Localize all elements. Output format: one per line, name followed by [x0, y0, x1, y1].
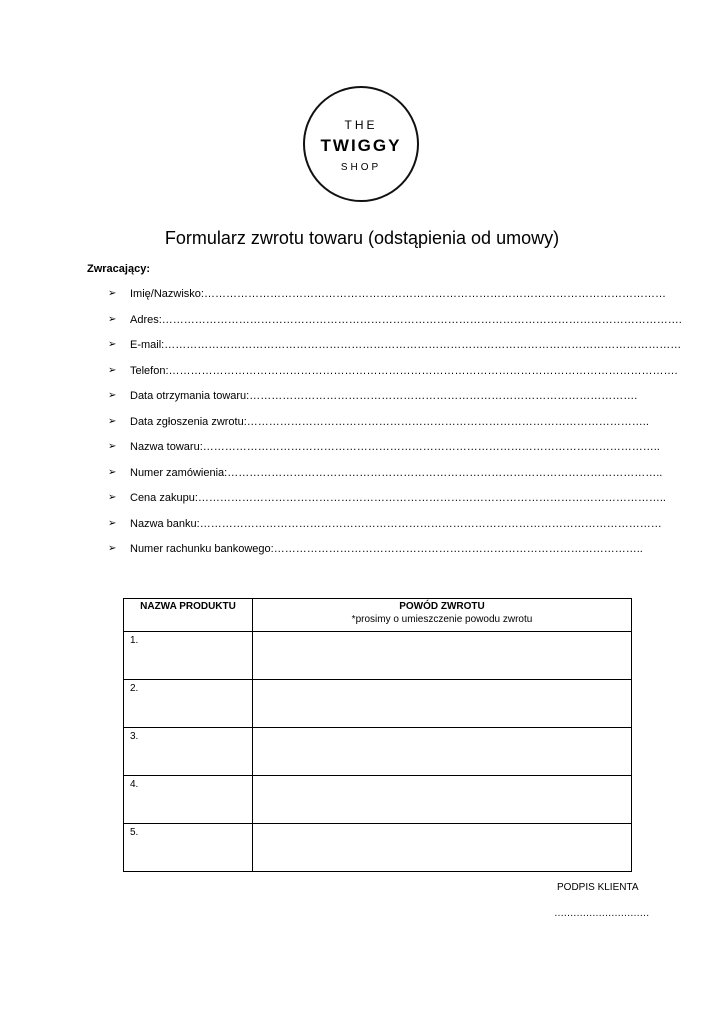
- page-title: Formularz zwrotu towaru (odstąpienia od umowy): [164, 228, 560, 248]
- arrow-bullet-icon: ➢: [108, 313, 117, 325]
- field-label: Nazwa banku:………………………………………………………………………………………………………………: [130, 517, 662, 530]
- arrow-bullet-icon: ➢: [108, 288, 117, 299]
- arrow-bullet-icon: ➢: [108, 543, 117, 554]
- column-header-reason: [253, 599, 632, 632]
- signature-line[interactable]: …………………………: [554, 908, 649, 919]
- column-header-reason-label: POWÓD ZWROTU: [399, 601, 485, 612]
- arrow-bullet-icon: ➢: [108, 466, 117, 478]
- table-row: [124, 632, 632, 680]
- reason-cell[interactable]: [253, 728, 632, 776]
- reason-cell[interactable]: [253, 824, 632, 872]
- field-phone[interactable]: [108, 364, 678, 390]
- column-header-product: [124, 599, 253, 632]
- column-header-product-label: NAZWA PRODUKTU: [140, 601, 236, 612]
- product-cell[interactable]: [124, 824, 253, 872]
- logo-line-the: THE: [344, 118, 378, 132]
- field-name[interactable]: [108, 287, 666, 313]
- arrow-bullet-icon: ➢: [108, 364, 117, 376]
- product-cell[interactable]: [124, 680, 253, 728]
- field-label: Adres:…………………………………………………………………………………………………………………………….: [130, 313, 682, 326]
- twiggy-shop-logo: [303, 86, 419, 202]
- field-label: Numer rachunku bankowego:………………………………………………………………………………………..: [130, 543, 643, 555]
- reason-cell[interactable]: [253, 776, 632, 824]
- logo-line-shop: SHOP: [340, 162, 382, 173]
- arrow-bullet-icon: ➢: [108, 517, 117, 529]
- column-subheader-reason: *prosimy o umieszczenie powodu zwrotu: [351, 614, 533, 625]
- field-price[interactable]: [108, 491, 666, 517]
- row-number: 4.: [130, 779, 139, 790]
- field-label: Imię/Nazwisko:………………………………………………………………………………………………………………: [130, 288, 666, 300]
- arrow-bullet-icon: ➢: [108, 390, 117, 401]
- field-label: Cena zakupu:………………………………………………………………………………………………………………..: [130, 492, 666, 504]
- table-row: [124, 680, 632, 728]
- signature-label: PODPIS KLIENTA: [557, 882, 639, 893]
- field-bank-account[interactable]: [108, 542, 643, 568]
- field-label: Data zgłoszenia zwrotu:………………………………………………………………………………………………..: [130, 415, 649, 428]
- field-bank-name[interactable]: [108, 517, 662, 543]
- field-label: E-mail:……………………………………………………………………………………………………………………………: [130, 339, 682, 351]
- table-row: [124, 728, 632, 776]
- product-cell[interactable]: [124, 776, 253, 824]
- field-product-name[interactable]: [108, 440, 660, 466]
- reason-cell[interactable]: [253, 680, 632, 728]
- arrow-bullet-icon: ➢: [108, 441, 117, 452]
- returner-fields-list: [108, 287, 682, 568]
- field-address[interactable]: [108, 313, 682, 339]
- table-header-row: [124, 599, 632, 632]
- field-label: Numer zamówienia:………………………………………………………………………………………………………..: [130, 466, 663, 479]
- arrow-bullet-icon: ➢: [108, 339, 117, 350]
- field-label: Data otrzymania towaru:…………………………………………………………………………………………….: [130, 390, 638, 402]
- field-receipt-date[interactable]: [108, 389, 638, 415]
- row-number: 2.: [130, 683, 139, 694]
- field-label: Telefon:………………………………………………………………………………………………………………………….: [130, 364, 678, 377]
- field-order-number[interactable]: [108, 466, 663, 492]
- product-cell[interactable]: [124, 632, 253, 680]
- field-label: Nazwa towaru:……………………………………………………………………………………………………………..: [130, 441, 660, 453]
- table-row: [124, 776, 632, 824]
- field-email[interactable]: [108, 338, 682, 364]
- row-number: 1.: [130, 635, 139, 646]
- reason-cell[interactable]: [253, 632, 632, 680]
- logo-line-twiggy: TWIGGY: [320, 136, 402, 155]
- arrow-bullet-icon: ➢: [108, 415, 117, 427]
- field-return-date[interactable]: [108, 415, 649, 441]
- table-row: [124, 824, 632, 872]
- arrow-bullet-icon: ➢: [108, 492, 117, 503]
- row-number: 3.: [130, 731, 139, 742]
- section-label-returner: Zwracający:: [87, 263, 150, 275]
- products-return-table: [123, 598, 632, 872]
- product-cell[interactable]: [124, 728, 253, 776]
- row-number: 5.: [130, 827, 139, 838]
